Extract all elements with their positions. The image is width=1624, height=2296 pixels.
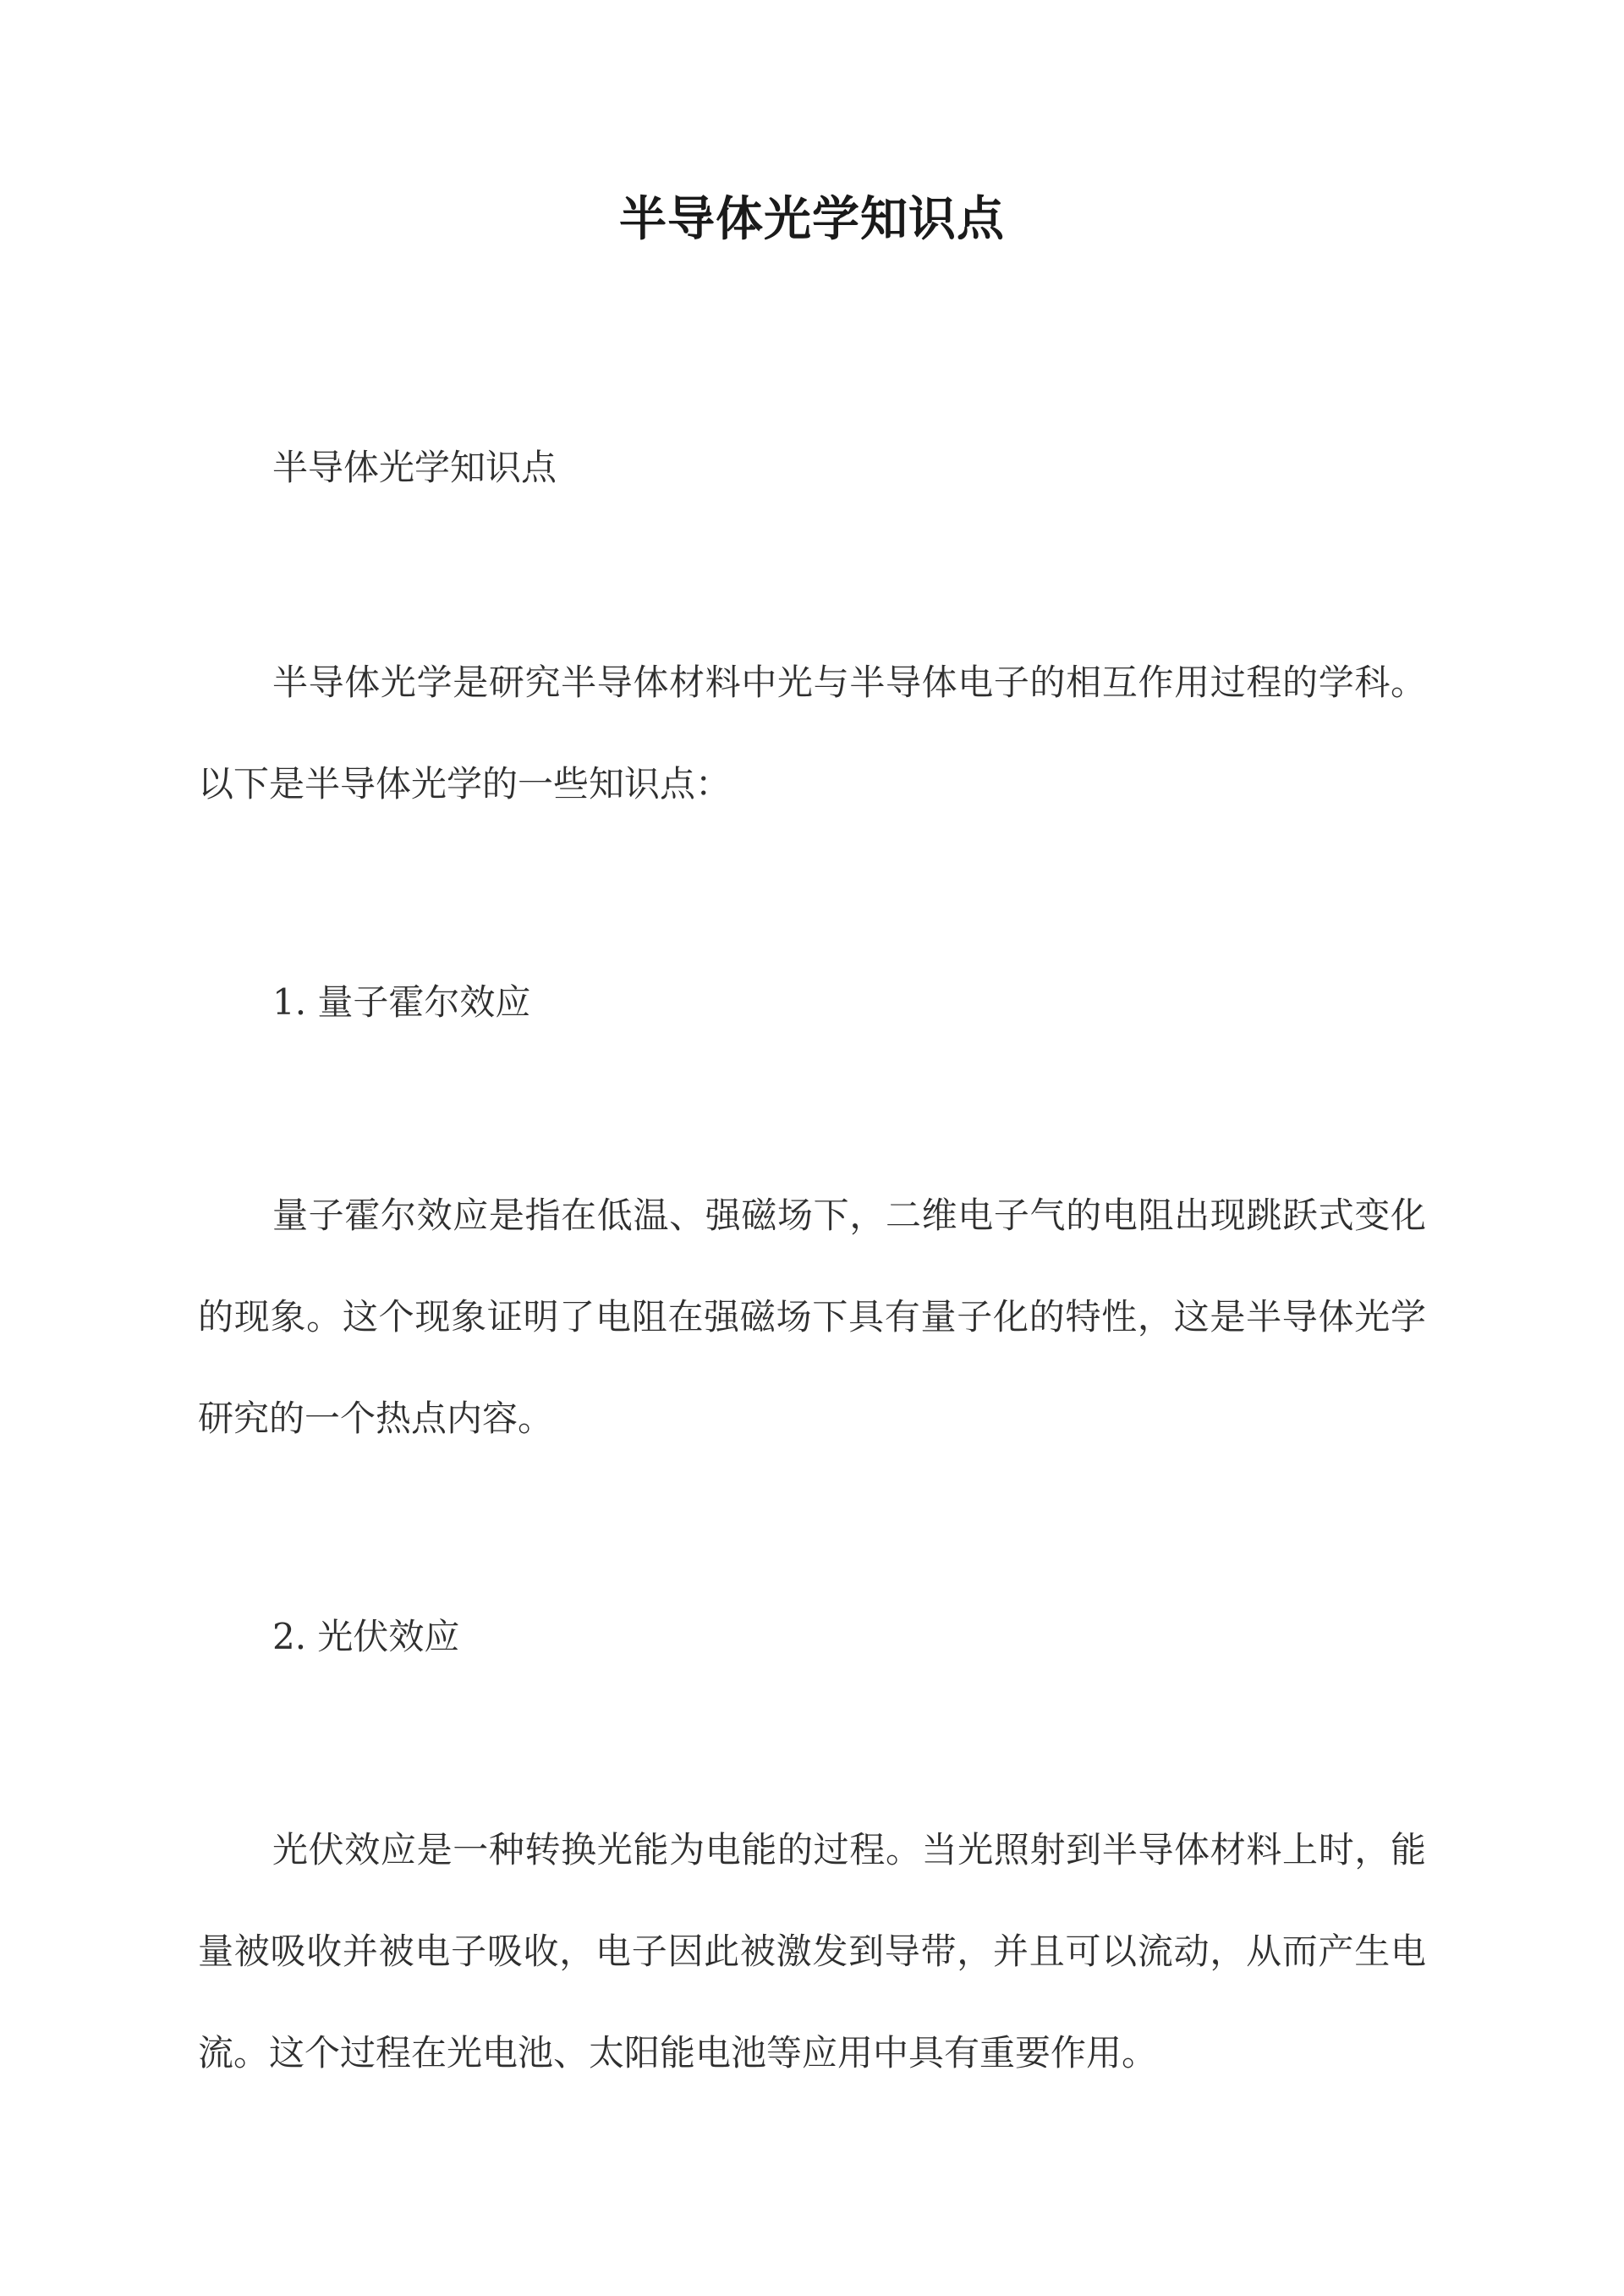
section-heading-quantum-hall: 1. 量子霍尔效应 [272,981,531,1023]
document-subtitle: 半导体光学知识点 [272,447,557,488]
section-heading-photovoltaic: 2. 光伏效应 [272,1616,460,1657]
document-title: 半导体光学知识点 [619,191,1005,247]
intro-paragraph: 半导体光学是研究半导体材料中光与半导体电子的相互作用过程的学科。以下是半导体光学的一些知识点： [198,662,1426,805]
section-body-photovoltaic: 光伏效应是一种转换光能为电能的过程。当光照射到半导体材料上时，能量被吸收并被电子吸收，电子因此被激发到导带，并且可以流动，从而产生电流。这个过程在光电池、太阳能电池等应用中具有重要作用。 [198,1829,1426,2074]
section-body-quantum-hall: 量子霍尔效应是指在低温、强磁场下，二维电子气的电阻出现跳跃式变化的现象。这个现象证明了电阻在强磁场下具有量子化的特性，这是半导体光学研究的一个热点内容。 [198,1195,1426,1439]
